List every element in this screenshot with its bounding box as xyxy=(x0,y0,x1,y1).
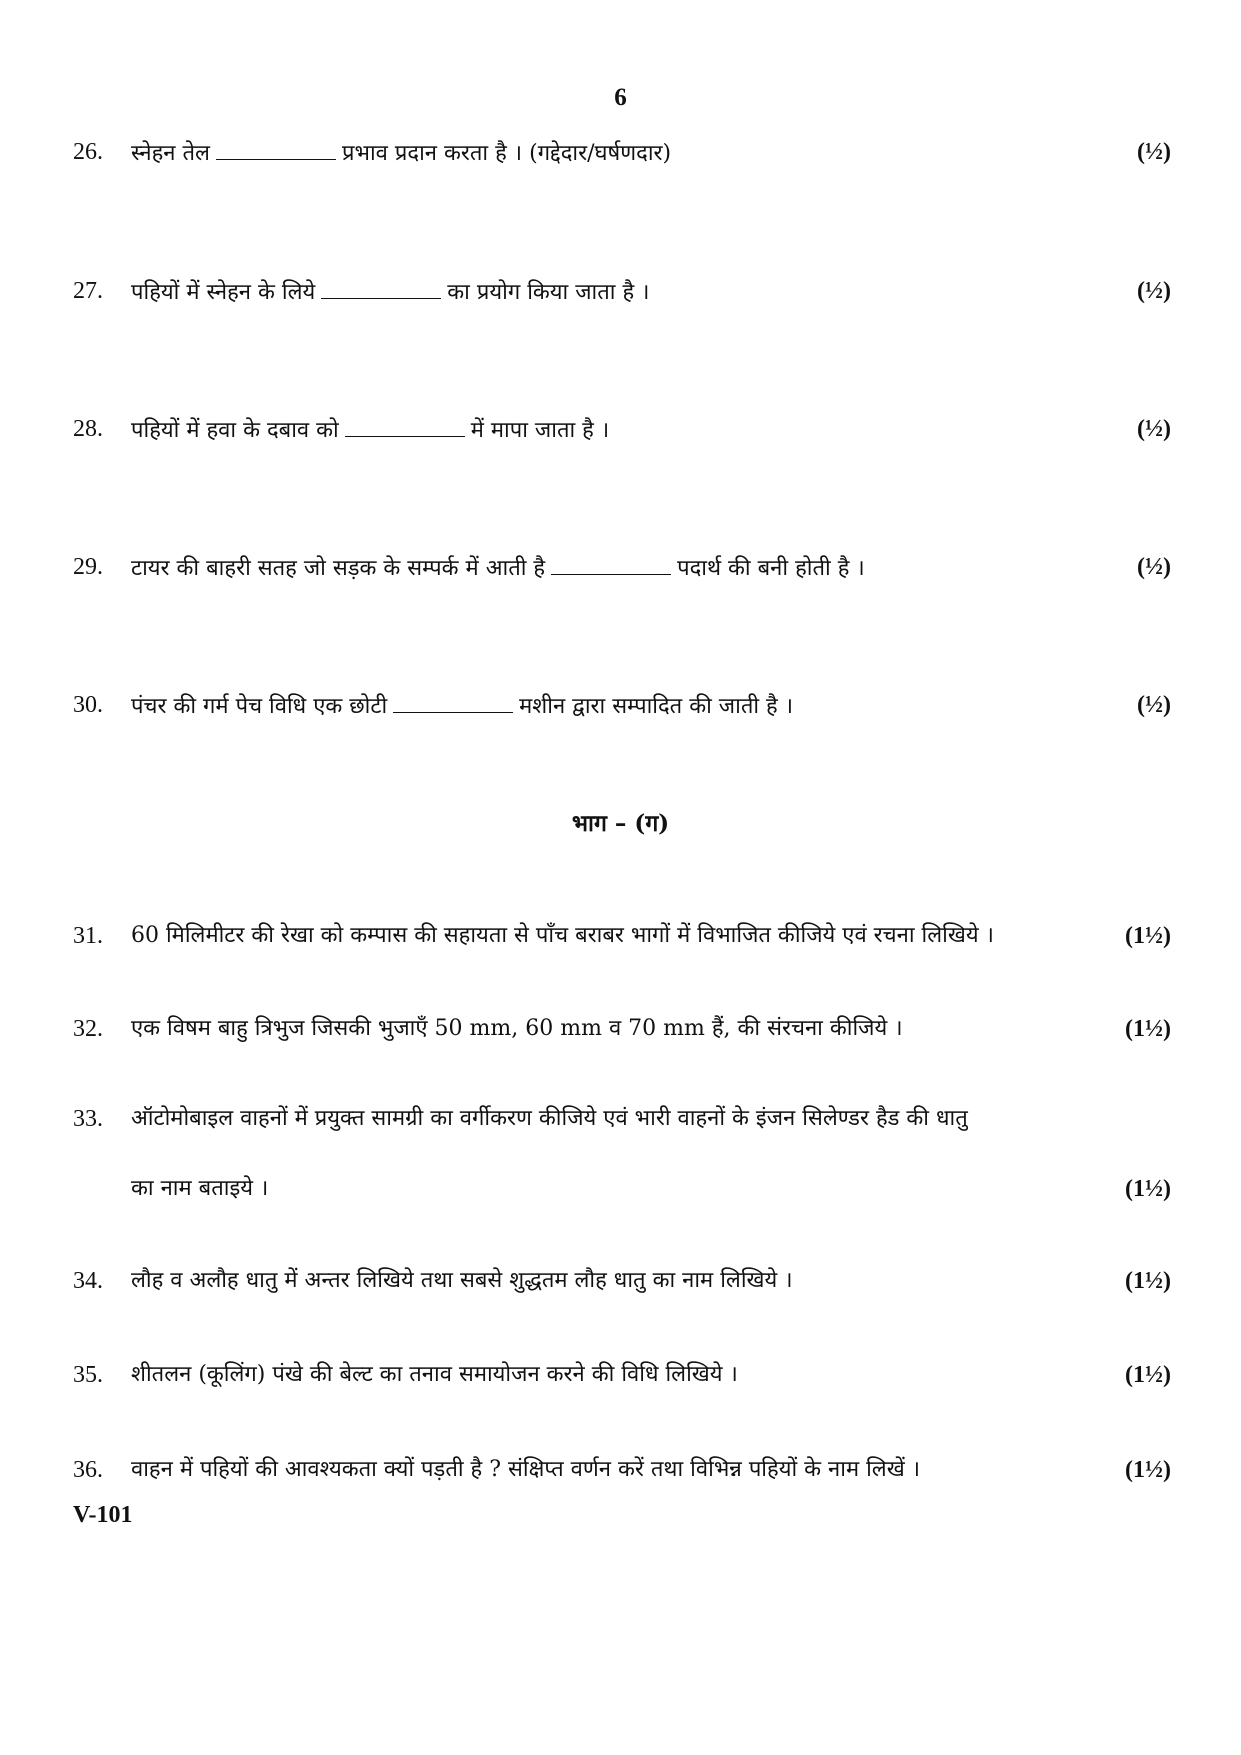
question-text-after: प्रभाव प्रदान करता है । (गद्देदार/घर्षणदार) xyxy=(341,141,672,166)
question-text xyxy=(131,552,1091,584)
question-marks: (1½) xyxy=(1125,1176,1171,1202)
question-number: 36. xyxy=(73,1457,103,1483)
question-number: 35. xyxy=(73,1362,103,1388)
question-text: ऑटोमोबाइल वाहनों में प्रयुक्त सामग्री का वर्गीकरण कीजिये एवं भारी वाहनों के इंजन सिलेण्डर हैड की धातु xyxy=(131,1106,968,1131)
question-marks: (½) xyxy=(1137,416,1171,442)
question-text-before: पहियों में हवा के दबाव को xyxy=(131,418,339,443)
question-text: लौह व अलौह धातु में अन्तर लिखिये तथा सबसे शुद्धतम लौह धातु का नाम लिखिये । xyxy=(131,1268,793,1293)
question-number: 34. xyxy=(73,1268,103,1294)
question-text-before: पंचर की गर्म पेच विधि एक छोटी xyxy=(131,694,388,719)
question-marks: (1½) xyxy=(1125,1457,1171,1483)
question-text-continuation: का नाम बताइये । xyxy=(131,1176,269,1201)
question-text xyxy=(131,276,1091,308)
answer-blank xyxy=(551,552,671,575)
question-text: शीतलन (कूलिंग) पंखे की बेल्ट का तनाव समायोजन करने की विधि लिखिये । xyxy=(131,1362,738,1387)
question-text: 60 मिलिमीटर की रेखा को कम्पास की सहायता से पाँच बराबर भागों में विभाजित कीजिये एवं रचना लिखिये । xyxy=(131,923,994,948)
question-text-after: का प्रयोग किया जाता है । xyxy=(447,280,650,305)
question-text-after: मशीन द्वारा सम्पादित की जाती है । xyxy=(519,694,794,719)
question-number: 33. xyxy=(73,1106,103,1132)
page-number: 6 xyxy=(614,84,627,111)
question-marks: (1½) xyxy=(1125,1362,1171,1388)
question-text-before: पहियों में स्नेहन के लिये xyxy=(131,280,316,305)
question-number: 26. xyxy=(73,139,103,165)
question-marks: (1½) xyxy=(1125,923,1171,949)
question-text: एक विषम बाहु त्रिभुज जिसकी भुजाएँ 50 mm, 60 mm व 70 mm हैं, की संरचना कीजिये । xyxy=(131,1016,903,1041)
answer-blank xyxy=(216,137,336,160)
question-text: वाहन में पहियों की आवश्यकता क्यों पड़ती है ? संक्षिप्त वर्णन करें तथा विभिन्न पहियों के नाम लिखें । xyxy=(131,1457,921,1482)
paper-code: V-101 xyxy=(73,1502,133,1528)
section-title: भाग – (ग) xyxy=(571,810,670,837)
answer-blank xyxy=(345,414,465,437)
question-number: 28. xyxy=(73,416,103,442)
question-number: 30. xyxy=(73,692,103,718)
question-marks: (1½) xyxy=(1125,1016,1171,1042)
answer-blank xyxy=(393,690,513,713)
question-marks: (½) xyxy=(1137,692,1171,718)
question-marks: (½) xyxy=(1137,278,1171,304)
question-text-after: में मापा जाता है । xyxy=(470,418,610,443)
question-text-before: स्नेहन तेल xyxy=(131,141,210,166)
question-text xyxy=(131,690,1091,722)
question-number: 27. xyxy=(73,278,103,304)
question-marks: (½) xyxy=(1137,139,1171,165)
question-text-before: टायर की बाहरी सतह जो सड़क के सम्पर्क में आती है xyxy=(131,556,546,581)
answer-blank xyxy=(321,276,441,299)
question-text xyxy=(131,414,1091,446)
question-marks: (½) xyxy=(1137,554,1171,580)
question-text xyxy=(131,137,1091,169)
question-number: 31. xyxy=(73,923,103,949)
question-marks: (1½) xyxy=(1125,1268,1171,1294)
question-text-after: पदार्थ की बनी होती है । xyxy=(677,556,865,581)
question-number: 29. xyxy=(73,554,103,580)
question-number: 32. xyxy=(73,1016,103,1042)
